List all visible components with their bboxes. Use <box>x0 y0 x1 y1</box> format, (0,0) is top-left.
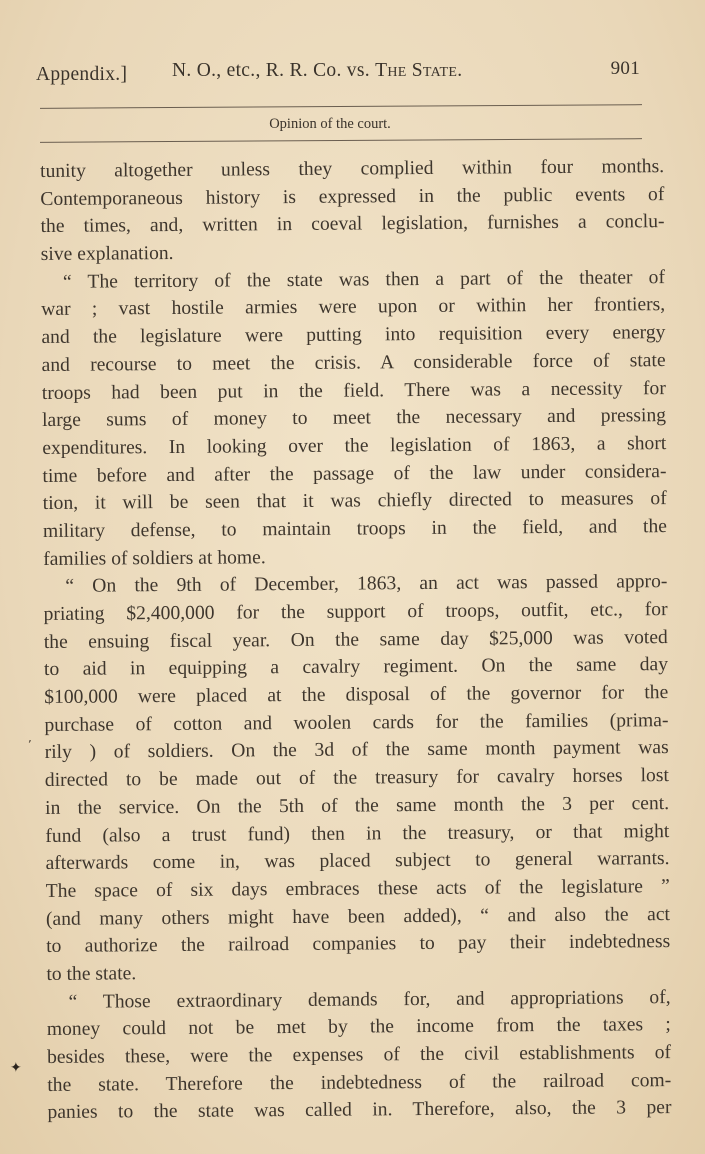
text-line: sive explanation. <box>40 243 174 266</box>
text-line: war ; vast hostile armies were upon or within her frontiers, <box>41 294 666 321</box>
margin-mark: ’ <box>28 738 32 751</box>
text-line: the times, and, written in coeval legislation, furnishes a conclu- <box>40 211 665 238</box>
text-line: “ Those extraordinary demands for, and appropriations of, <box>68 986 671 1013</box>
text-line: tion, it will be seen that it was chiefly directed to measures of <box>42 488 667 515</box>
text-line: to authorize the railroad companies to pay their indebtedness <box>46 931 671 958</box>
text-line: Contemporaneous history is expressed in the public events of <box>40 183 665 210</box>
margin-bullet: ✦ <box>10 1060 22 1076</box>
text-line: directed to be made out of the treasury for cavalry horses lost <box>44 765 669 792</box>
section-label: Appendix.] <box>36 64 128 85</box>
text-line: the state. Therefore the indebtedness of the railroad com- <box>47 1069 672 1096</box>
text-line: to the state. <box>46 963 137 985</box>
text-line: in the service. On the 5th of the same month the 3 per cent. <box>45 792 670 819</box>
text-line: and recourse to meet the crisis. A considerable force of state <box>41 349 666 376</box>
header-rule-top <box>40 104 642 109</box>
text-line: (and many others might have been added), “ and also the act <box>45 903 671 930</box>
text-line: “ On the 9th of December, 1863, an act was passed appro- <box>65 571 668 598</box>
opinion-subheading: Opinion of the court. <box>269 116 391 132</box>
text-line: afterwards come in, was placed subject to general warrants. <box>45 848 670 875</box>
text-line: tunity altogether unless they complied within four months. <box>40 156 665 182</box>
text-line: the ensuing fiscal year. On the same day $25,000 was voted <box>43 626 668 653</box>
opinion-body-text <box>40 153 672 1127</box>
text-line: besides these, were the expenses of the civil establishments of <box>46 1042 672 1068</box>
text-line: rily ) of soldiers. On the 3d of the same month payment was <box>44 737 669 764</box>
text-line: panies to the state was called in. Therefore, also, the 3 per <box>47 1097 672 1124</box>
text-line: priating $2,400,000 for the support of troops, outfit, etc., for <box>43 599 668 625</box>
text-line: $100,000 were placed at the disposal of the governor for the <box>44 682 669 709</box>
text-line: to aid in equipping a cavalry regiment. On the same day <box>43 654 669 681</box>
text-line: expenditures. In looking over the legislation of 1863, a short <box>42 432 667 459</box>
text-line: families of soldiers at home. <box>43 546 266 570</box>
text-line: money could not be met by the income from the taxes ; <box>46 1014 671 1041</box>
text-line: and the legislature were putting into requisition every energy <box>41 322 666 349</box>
text-line: The space of six days embraces these acts of the legislature ” <box>45 875 670 902</box>
text-line: military defense, to maintain troops in the field, and the <box>42 516 667 542</box>
text-line: “ The territory of the state was then a part of the theater of <box>62 266 666 293</box>
text-line: time before and after the passage of the law under considera- <box>42 460 667 487</box>
header-rule-bottom <box>40 138 642 143</box>
page-number: 901 <box>610 58 640 79</box>
running-head <box>36 58 642 90</box>
text-line: fund (also a trust fund) then in the treasury, or that might <box>45 820 670 847</box>
case-title-prefix: N. O., etc., R. R. Co. vs. <box>172 60 370 81</box>
text-line: purchase of cotton and woolen cards for the families (prima- <box>44 709 669 736</box>
case-title-smallcaps: The State. <box>375 60 463 81</box>
text-line: troops had been put in the field. There was a necessity for <box>41 377 666 404</box>
text-line: large sums of money to meet the necessary and pressing <box>41 405 667 432</box>
case-title <box>172 60 462 82</box>
